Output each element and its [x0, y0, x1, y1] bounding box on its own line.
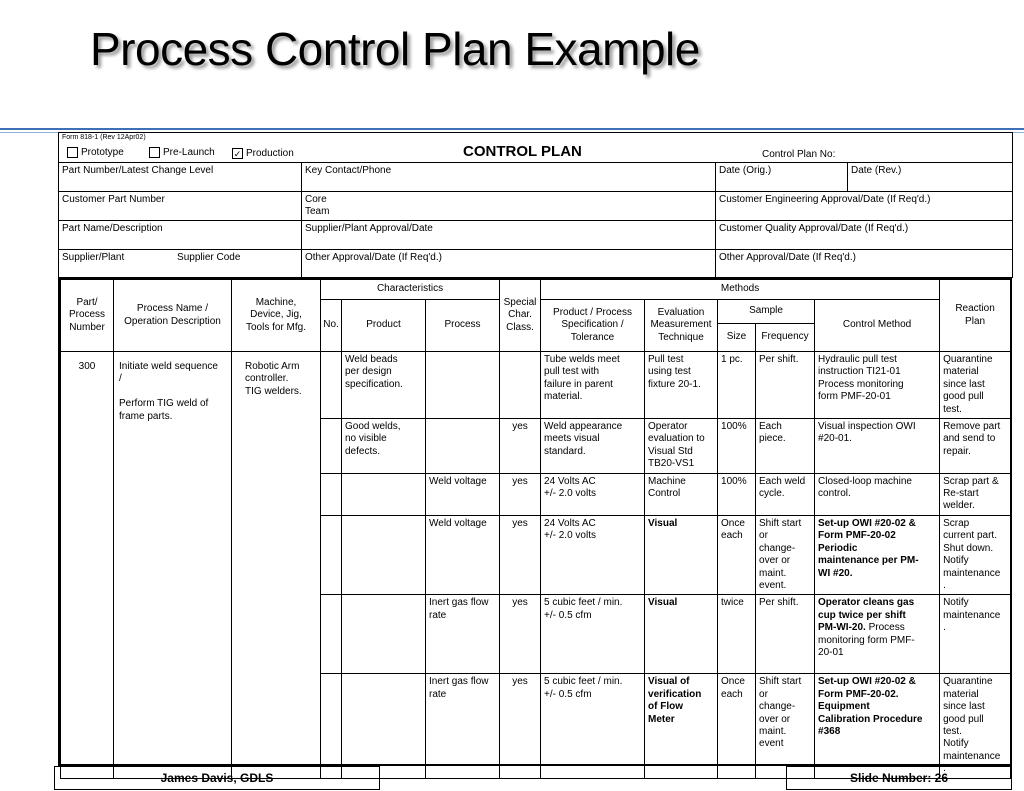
frequency-cell: Shift start or change- over or maint. event.	[756, 515, 815, 594]
field-date-orig[interactable]: Date (Orig.)	[716, 163, 848, 192]
col-reaction-plan: Reaction Plan	[940, 280, 1011, 352]
col-eval-technique: Evaluation Measurement Technique	[645, 300, 718, 352]
control-method-text: Operator cleans gas cup twice per shift PM-WI-20.	[818, 597, 915, 634]
size-cell: Once each	[718, 515, 756, 594]
eval-cell: Visual of verification of Flow Meter	[645, 674, 718, 778]
field-core-team[interactable]: Core Team	[302, 192, 716, 221]
control-method-cell	[815, 352, 940, 419]
spec-cell: 5 cubic feet / min. +/- 0.5 cfm	[541, 674, 645, 778]
process-cell	[426, 419, 500, 474]
control-method-text: Visual inspection OWI #20-01.	[818, 421, 916, 445]
control-method-text: Hydraulic pull test instruction TI21-01	[818, 354, 901, 378]
special-char-cell: yes	[500, 674, 541, 778]
eval-cell: Pull test using test fixture 20-1.	[645, 352, 718, 419]
frequency-cell: Each piece.	[756, 419, 815, 474]
reaction-plan-cell: Remove part and send to repair.	[940, 419, 1011, 474]
eval-cell: Visual	[645, 595, 718, 674]
process-cell	[426, 352, 500, 419]
col-process: Process	[426, 300, 500, 352]
size-cell: 100%	[718, 473, 756, 515]
no-cell	[321, 515, 342, 594]
no-cell	[321, 674, 342, 778]
field-part-number[interactable]: Part Number/Latest Change Level	[59, 163, 302, 192]
col-methods: Methods	[541, 280, 940, 300]
production-label: Production	[246, 148, 294, 160]
eval-cell: Visual	[645, 515, 718, 594]
slide-title: Process Control Plan Example	[90, 23, 700, 75]
frequency-cell: Per shift.	[756, 352, 815, 419]
control-method-cell	[815, 419, 940, 474]
field-part-name[interactable]: Part Name/Description	[59, 221, 302, 250]
field-supplier-plant-approval[interactable]: Supplier/Plant Approval/Date	[302, 221, 716, 250]
control-method-text: Set-up OWI #20-02 & Form PMF-20-02 Periodic maintenance per PM- WI #20.	[818, 517, 919, 579]
field-customer-quality-approval[interactable]: Customer Quality Approval/Date (If Req'd.)	[716, 221, 1013, 250]
eval-cell: Machine Control	[645, 473, 718, 515]
control-method-cell	[815, 515, 940, 594]
spec-cell: 5 cubic feet / min. +/- 0.5 cfm	[541, 595, 645, 674]
control-method-text: Closed-loop machine control.	[818, 475, 912, 500]
size-cell: 100%	[718, 419, 756, 474]
col-process-name: Process Name / Operation Description	[114, 280, 232, 352]
pre-launch-checkbox[interactable]	[149, 147, 160, 158]
field-date-rev[interactable]: Date (Rev.)	[848, 163, 1013, 192]
eval-cell: Operator evaluation to Visual Std TB20-VS1	[645, 419, 718, 474]
reaction-plan-cell: Scrap current part. Shut down. Notify maintenance .	[940, 515, 1011, 594]
spec-cell: 24 Volts AC +/- 2.0 volts	[541, 473, 645, 515]
product-cell: Good welds, no visible defects.	[342, 419, 426, 474]
product-cell	[342, 595, 426, 674]
field-supplier-plant[interactable]	[59, 250, 302, 278]
footer-author: James Davis, GDLS	[54, 766, 380, 790]
col-part-process-number: Part/ Process Number	[61, 280, 114, 352]
control-plan-no-label: Control Plan No:	[762, 149, 836, 160]
prototype-label: Prototype	[81, 147, 124, 159]
reaction-plan-cell: Scrap part & Re-start welder.	[940, 473, 1011, 515]
control-method-cell	[815, 595, 940, 674]
product-cell	[342, 473, 426, 515]
form-number: Form 818-1 (Rev 12Apr02)	[62, 134, 146, 141]
special-char-cell: yes	[500, 473, 541, 515]
col-spec-tolerance: Product / Process Specification / Tolerance	[541, 300, 645, 352]
col-frequency: Frequency	[756, 324, 815, 352]
control-method-text: Set-up OWI #20-02 & Form PMF-20-02. Equipment Calibration Procedure #368	[818, 676, 923, 737]
control-method-text: Process monitoring form PMF-20-01	[818, 378, 904, 403]
frequency-cell: Each weld cycle.	[756, 473, 815, 515]
product-cell	[342, 674, 426, 778]
field-other-approval-2[interactable]: Other Approval/Date (If Req'd.)	[716, 250, 1013, 278]
process-cell: Inert gas flow rate	[426, 595, 500, 674]
special-char-cell: yes	[500, 595, 541, 674]
supplier-plant-label: Supplier/Plant	[62, 252, 125, 263]
col-special-char: Special Char. Class.	[500, 280, 541, 352]
field-other-approval-1[interactable]: Other Approval/Date (If Req'd.)	[302, 250, 716, 278]
col-product: Product	[342, 300, 426, 352]
col-machine: Machine, Device, Jig, Tools for Mfg.	[232, 280, 321, 352]
table-row	[61, 352, 1011, 419]
field-customer-part-number[interactable]: Customer Part Number	[59, 192, 302, 221]
size-cell: Once each	[718, 674, 756, 778]
col-characteristics: Characteristics	[321, 280, 500, 300]
spec-cell: Weld appearance meets visual standard.	[541, 419, 645, 474]
field-customer-engineering-approval[interactable]: Customer Engineering Approval/Date (If Req'd.)	[716, 192, 1013, 221]
frequency-cell: Shift start or change- over or maint. event	[756, 674, 815, 778]
pre-launch-label: Pre-Launch	[163, 147, 215, 159]
reaction-plan-cell: Notify maintenance .	[940, 595, 1011, 674]
control-method-cell	[815, 674, 940, 778]
col-control-method: Control Method	[815, 300, 940, 352]
supplier-code-label: Supplier Code	[177, 252, 241, 263]
control-method-text: Process monitoring form PMF- 20-01	[818, 622, 915, 658]
product-cell	[342, 515, 426, 594]
no-cell	[321, 419, 342, 474]
process-name-cell: Initiate weld sequence / Perform TIG weld of frame parts.	[114, 352, 232, 779]
prototype-checkbox[interactable]	[67, 147, 78, 158]
process-number-cell: 300	[61, 352, 114, 779]
title-divider	[0, 128, 1024, 130]
col-no: No.	[321, 300, 342, 352]
size-cell: twice	[718, 595, 756, 674]
control-plan-table	[60, 279, 1011, 779]
footer-slide-number: Slide Number: 26	[786, 766, 1012, 790]
no-cell	[321, 352, 342, 419]
phase-pre-launch[interactable]	[149, 147, 215, 159]
phase-prototype[interactable]	[67, 147, 124, 159]
reaction-plan-cell: Quarantine material since last good pull test. Notify maintenance .	[940, 674, 1011, 778]
special-char-cell: yes	[500, 515, 541, 594]
field-key-contact[interactable]: Key Contact/Phone	[302, 163, 716, 192]
machine-cell: Robotic Arm controller. TIG welders.	[232, 352, 321, 779]
special-char-cell: yes	[500, 419, 541, 474]
process-cell: Inert gas flow rate	[426, 674, 500, 778]
size-cell: 1 pc.	[718, 352, 756, 419]
frequency-cell: Per shift.	[756, 595, 815, 674]
control-plan-rows	[61, 352, 1011, 779]
process-cell: Weld voltage	[426, 473, 500, 515]
product-cell: Weld beads per design specification.	[342, 352, 426, 419]
process-cell: Weld voltage	[426, 515, 500, 594]
control-plan-table-frame	[58, 277, 1012, 775]
no-cell	[321, 473, 342, 515]
no-cell	[321, 595, 342, 674]
col-size: Size	[718, 324, 756, 352]
phase-production[interactable]	[232, 148, 294, 160]
reaction-plan-cell: Quarantine material since last good pull test.	[940, 352, 1011, 419]
col-sample: Sample	[718, 300, 815, 324]
spec-cell: Tube welds meet pull test with failure in parent material.	[541, 352, 645, 419]
control-method-cell	[815, 473, 940, 515]
spec-cell: 24 Volts AC +/- 2.0 volts	[541, 515, 645, 594]
form-title: CONTROL PLAN	[463, 143, 582, 160]
special-char-cell	[500, 352, 541, 419]
production-checkbox[interactable]: ✓	[233, 149, 242, 159]
